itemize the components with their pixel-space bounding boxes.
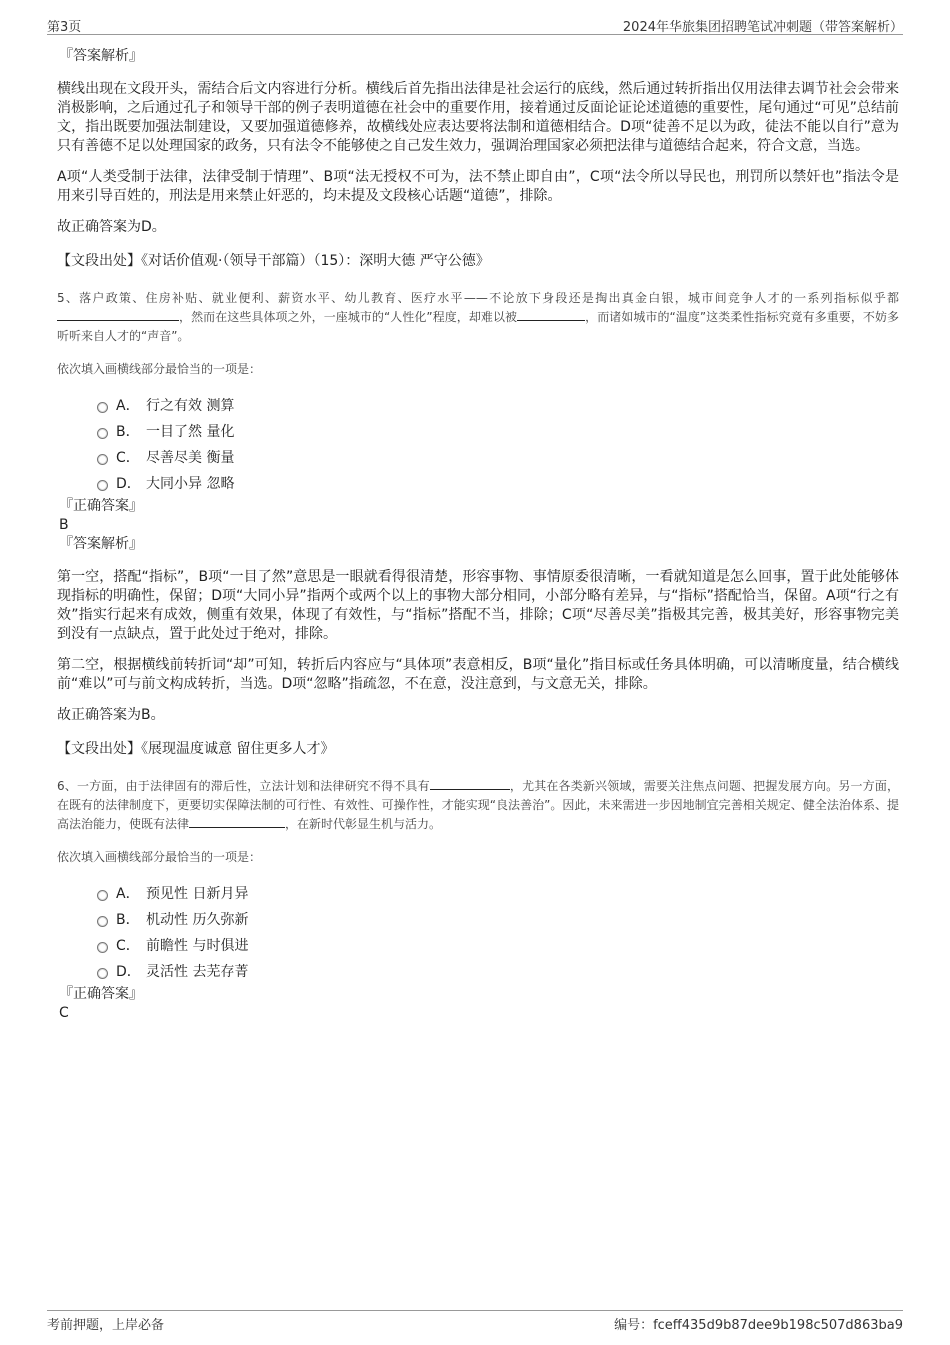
option-c[interactable]: C． 前瞻性 与时俱进 xyxy=(97,932,899,958)
fill-blank xyxy=(430,777,510,790)
question-5-text: 5、落户政策、住房补贴、就业便利、薪资水平、幼儿教育、医疗水平——不论放下身段还是掏出真金白银，城市间竞争人才的一系列指标似乎都，然而在这些具体项之外，一座城市的“人性化”程度，却难以被 ，而诸如城市的“温度”这类柔性指标究竟有多重要，不妨多听听来自人才的“声音”。 xyxy=(57,291,900,343)
passage-source: 【文段出处】《对话价值观·（领导干部篇）（15）：深明大德 严守公德》 xyxy=(57,253,490,269)
answer-analysis-label: 『答案解析』 xyxy=(59,48,143,64)
analysis-paragraph: 第二空，根据横线前转折词“却”可知，转折后内容应与“具体项”表意相反，B项“量化”指目标或任务具体明确，可以清晰度量，结合横线前“难以”可与前文构成转折，当选。D项“忽略”指疏忽，不在意，没注意到，与文意无关，排除。 xyxy=(57,657,899,692)
answer-analysis-label: 『答案解析』 xyxy=(59,536,143,552)
answer-conclusion: 故正确答案为D。 xyxy=(57,219,166,235)
page-content xyxy=(57,46,899,1022)
radio-icon[interactable] xyxy=(97,890,108,901)
question-prompt: 依次填入画横线部分最恰当的一项是： xyxy=(57,362,262,376)
correct-answer-label: 『正确答案』 xyxy=(59,498,143,514)
radio-icon[interactable] xyxy=(97,968,108,979)
radio-icon[interactable] xyxy=(97,942,108,953)
radio-icon[interactable] xyxy=(97,428,108,439)
radio-icon[interactable] xyxy=(97,402,108,413)
radio-icon[interactable] xyxy=(97,916,108,927)
option-d[interactable]: D． 大同小异 忽略 xyxy=(97,470,899,496)
option-a[interactable]: A． 行之有效 测算 xyxy=(97,392,899,418)
correct-answer-label: 『正确答案』 xyxy=(59,986,143,1002)
fill-blank xyxy=(189,815,285,828)
radio-icon[interactable] xyxy=(97,454,108,465)
option-a[interactable]: A． 预见性 日新月异 xyxy=(97,880,899,906)
question-prompt: 依次填入画横线部分最恰当的一项是： xyxy=(57,850,262,864)
document-title: 2024年华旅集团招聘笔试冲刺题（带答案解析） xyxy=(622,20,903,35)
passage-source: 【文段出处】《展现温度诚意 留住更多人才》 xyxy=(57,741,335,757)
fill-blank xyxy=(57,308,179,321)
correct-answer: B xyxy=(59,517,69,533)
option-d[interactable]: D． 灵活性 去芜存菁 xyxy=(97,958,899,984)
page-footer xyxy=(47,1310,903,1333)
radio-icon[interactable] xyxy=(97,480,108,491)
analysis-paragraph: A项“人类受制于法律，法律受制于情理”、B项“法无授权不可为，法不禁止即自由”，C项“法令所以导民也，刑罚所以禁奸也”指法令是用来引导百姓的，刑法是用来禁止奸恶的，均未提及文段核心话题“道德”，排除。 xyxy=(57,169,899,204)
question-6-options xyxy=(97,880,899,984)
footer-slogan: 考前押题，上岸必备 xyxy=(47,1318,165,1333)
analysis-paragraph: 第一空，搭配“指标”，B项“一目了然”意思是一眼就看得很清楚，形容事物、事情原委很清晰，一看就知道是怎么回事，置于此处能够体现指标的明确性，保留；D项“大同小异”指两个或两个以上的事物大部分相同，小部分略有差异，与“指标”搭配恰当，保留。A项“行之有效”指实行起来有成效，侧重有效果，体现了有效性，与“指标”搭配不当，排除；C项“尽善尽美”指极其完善，极其美好，形容事物完美到没有一点缺点，置于此处过于绝对，排除。 xyxy=(57,569,899,642)
option-b[interactable]: B． 一目了然 量化 xyxy=(97,418,899,444)
option-b[interactable]: B． 机动性 历久弥新 xyxy=(97,906,899,932)
question-5-options xyxy=(97,392,899,496)
correct-answer: C xyxy=(59,1005,69,1021)
question-6-text: 6、一方面，由于法律固有的滞后性，立法计划和法律研究不得不具有 ，尤其在各类新兴领域，需要关注焦点问题、把握发展方向。另一方面，在既有的法律制度下，更要切实保障法制的可行性、有效性、可操作性，才能实现“良法善治”。因此，未来需进一步因地制宜完善相关规定、健全法治体系、提高法治能力，使既有法律 ，在新时代彰显生机与活力。 xyxy=(57,779,899,831)
document-code: 编号：fceff435d9b87dee9b198c507d863ba9 xyxy=(614,1318,903,1333)
option-c[interactable]: C． 尽善尽美 衡量 xyxy=(97,444,899,470)
page-header xyxy=(47,14,903,35)
analysis-paragraph: 横线出现在文段开头，需结合后文内容进行分析。横线后首先指出法律是社会运行的底线，然后通过转折指出仅用法律去调节社会会带来消极影响，之后通过孔子和领导干部的例子表明道德在社会中的重要作用，接着通过反面论证论述道德的重要性，尾句通过“可见”总结前文，指出既要加强法制建设，又要加强道德修养，故横线处应表达要将法制和道德相结合。D项“徒善不足以为政，徒法不能以自行”意为只有善德不足以处理国家的政务，只有法令不能够使之自己发生效力，强调治理国家必须把法律与道德结合起来，符合文意，当选。 xyxy=(57,81,899,154)
answer-conclusion: 故正确答案为B。 xyxy=(57,707,165,723)
fill-blank xyxy=(517,308,585,321)
page-number: 第3页 xyxy=(47,20,82,35)
